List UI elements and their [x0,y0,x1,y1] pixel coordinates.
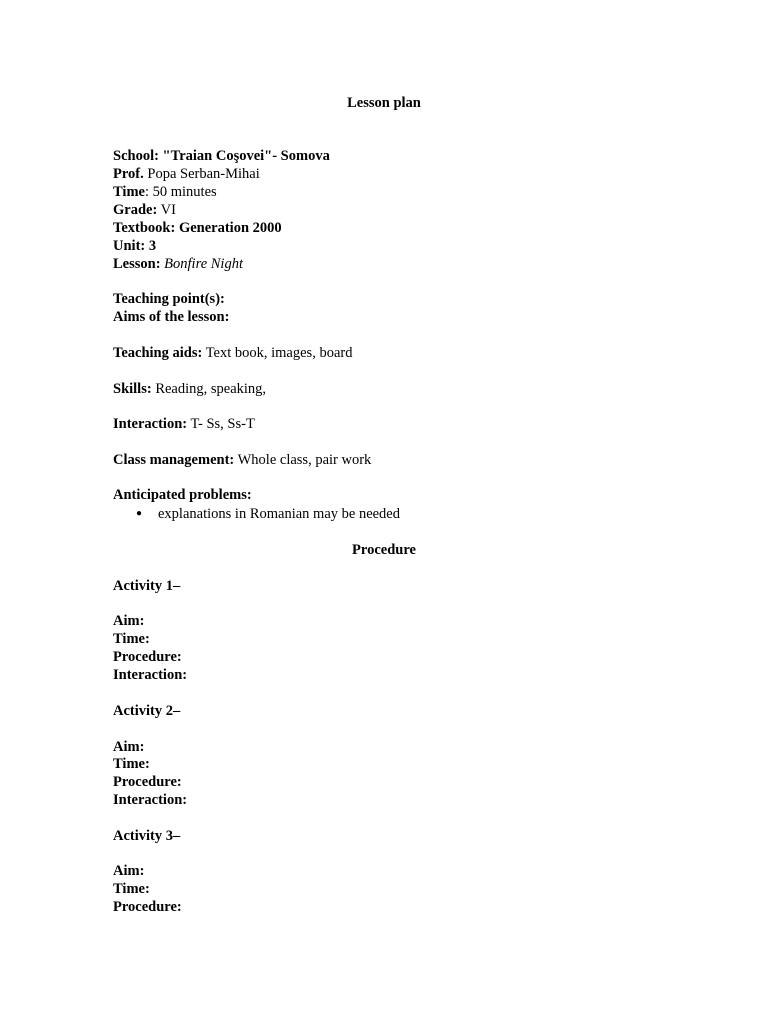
grade-line: Grade: VI [113,202,176,218]
activity-interaction-label: Interaction: [113,792,188,808]
activity-aim-label: Aim: [113,613,145,629]
activity-aim-label: Aim: [113,863,145,879]
interaction-line: Interaction: T- Ss, Ss-T [113,416,255,432]
procedure-title: Procedure [352,542,416,558]
aims-label: Aims of the lesson: [113,309,230,325]
time-line: Time: 50 minutes [113,184,217,200]
activity-title: Activity 3– [113,828,181,844]
activity-procedure-label: Procedure: [113,899,182,915]
activity-title: Activity 1– [113,578,181,594]
page-title: Lesson plan [347,95,421,111]
teaching-aids-line: Teaching aids: Text book, images, board [113,345,353,361]
skills-line: Skills: Reading, speaking, [113,381,267,397]
list-item: explanations in Romanian may be needed [158,506,400,522]
teaching-points-label: Teaching point(s): [113,291,225,307]
activity-time-label: Time: [113,631,150,647]
activity-procedure-label: Procedure: [113,774,182,790]
unit-line: Unit: 3 [113,238,157,254]
anticipated-problems-label: Anticipated problems: [113,487,252,503]
lesson-line: Lesson: Bonfire Night [113,256,243,272]
activity-time-label: Time: [113,756,150,772]
activity-procedure-label: Procedure: [113,649,182,665]
activity-aim-label: Aim: [113,739,145,755]
textbook-line: Textbook: Generation 2000 [113,220,282,236]
prof-line: Prof. Popa Serban-Mihai [113,166,260,182]
class-management-line: Class management: Whole class, pair work [113,452,372,468]
activity-title: Activity 2– [113,703,181,719]
bullet-icon: ● [136,508,143,519]
activity-time-label: Time: [113,881,150,897]
school-line: School: "Traian Coşovei"- Somova [113,148,330,164]
activity-interaction-label: Interaction: [113,667,188,683]
